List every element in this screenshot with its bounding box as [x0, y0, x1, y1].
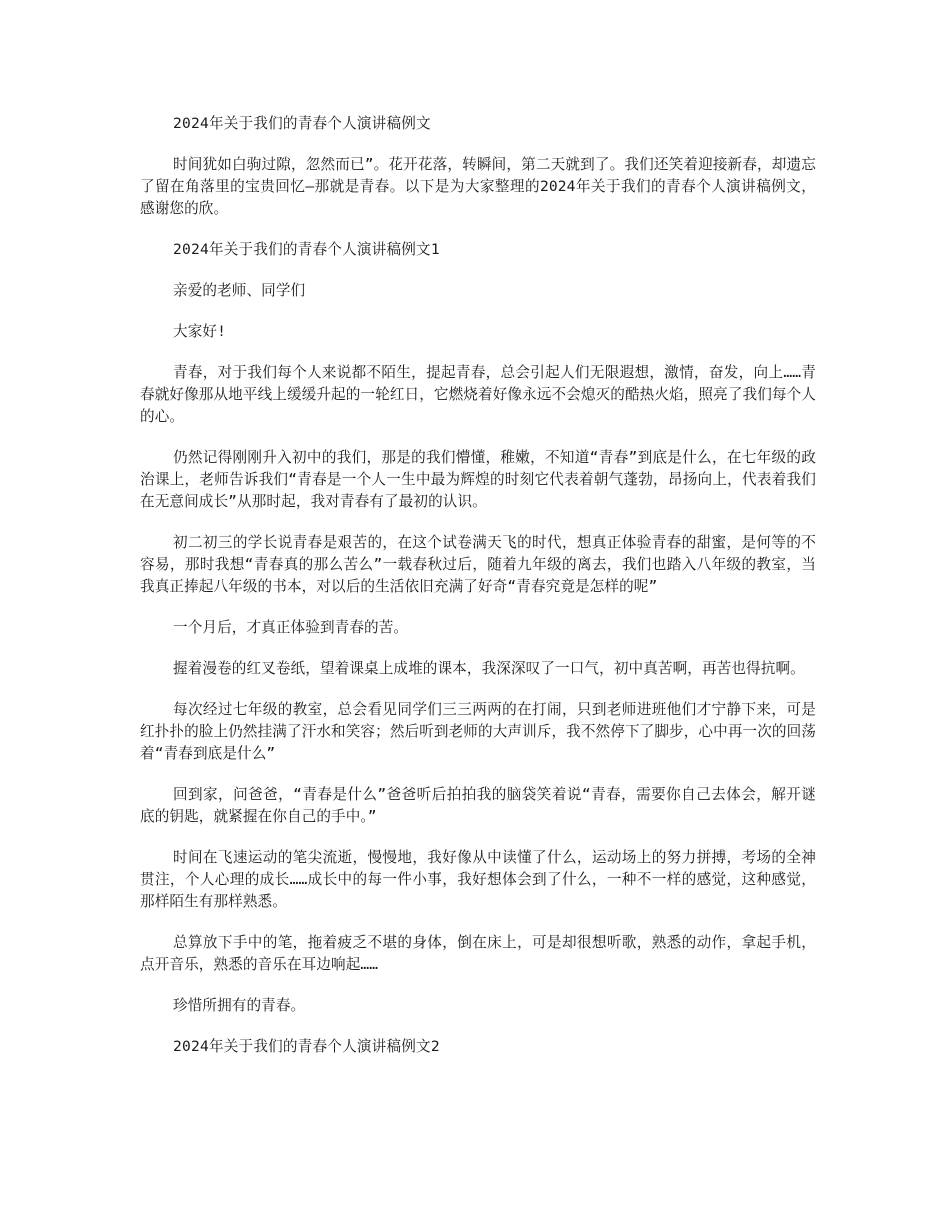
body-paragraph-6: 每次经过七年级的教室，总会看见同学们三三两两的在打闹，只到老师进班他们才宁静下来，可是红扑扑的脸上仍然挂满了汗水和笑容；然后听到老师的大声训斥，我不然停下了脚步，心中再一次的回荡着“青春到底是什么”	[140, 701, 816, 762]
body-paragraph-3: 初二初三的学长说青春是艰苦的，在这个试卷满天飞的时代，想真正体验青春的甜蜜，是何等的不容易，那时我想“青春真的那么苦么”一载春秋过后，随着九年级的离去，我们也踏入八年级的教室，当我真正捧起八年级的书本，对以后的生活依旧充满了好奇“青春究竟是怎样的呢”	[140, 534, 816, 595]
document-body	[140, 113, 816, 1077]
body-paragraph-4: 一个月后，才真正体验到青春的苦。	[173, 619, 409, 636]
section-2-heading: 2024年关于我们的青春个人演讲稿例文2	[173, 1038, 440, 1055]
body-paragraph-9: 总算放下手中的笔，拖着疲乏不堪的身体，倒在床上，可是却很想听歌，熟悉的动作，拿起手机，点开音乐，熟悉的音乐在耳边响起……	[140, 934, 816, 973]
intro-paragraph: 时间犹如白驹过隙，忽然而已”。花开花落，转瞬间，第二天就到了。我们还笑着迎接新春，却遗忘了留在角落里的宝贵回忆—那就是青春。以下是为大家整理的2024年关于我们的青春个人演讲稿例文，感谢您的欣。	[140, 156, 816, 217]
body-paragraph-5: 握着漫卷的红叉卷纸，望着课桌上成堆的课本，我深深叹了一口气，初中真苦啊，再苦也得抗啊。	[173, 660, 805, 677]
body-paragraph-2: 仍然记得刚刚升入初中的我们，那是的我们懵懂，稚嫩，不知道“青春”到底是什么，在七年级的政治课上，老师告诉我们“青春是一个人一生中最为辉煌的时刻它代表着朝气蓬勃，昂扬向上，代表着我们在无意间成长”从那时起，我对青春有了最初的认识。	[140, 449, 816, 510]
document-title: 2024年关于我们的青春个人演讲稿例文	[173, 115, 431, 132]
greeting: 大家好!	[173, 323, 226, 340]
salutation: 亲爱的老师、同学们	[173, 282, 306, 299]
section-1-heading: 2024年关于我们的青春个人演讲稿例文1	[173, 241, 440, 258]
body-paragraph-10: 珍惜所拥有的青春。	[173, 997, 306, 1014]
body-paragraph-7: 回到家，问爸爸，“青春是什么”爸爸听后拍拍我的脑袋笑着说“青春，需要你自己去体会，解开谜底的钥匙，就紧握在你自己的手中。”	[140, 786, 816, 825]
body-paragraph-1: 青春，对于我们每个人来说都不陌生，提起青春，总会引起人们无限遐想，激情，奋发，向上……青春就好像那从地平线上缓缓升起的一轮红日，它燃烧着好像永远不会熄灭的酷热火焰，照亮了我们每个人的心。	[140, 364, 816, 425]
body-paragraph-8: 时间在飞速运动的笔尖流逝，慢慢地，我好像从中读懂了什么，运动场上的努力拼搏，考场的全神贯注，个人心理的成长……成长中的每一件小事，我好想体会到了什么，一种不一样的感觉，这种感觉，那样陌生有那样熟悉。	[140, 849, 816, 910]
